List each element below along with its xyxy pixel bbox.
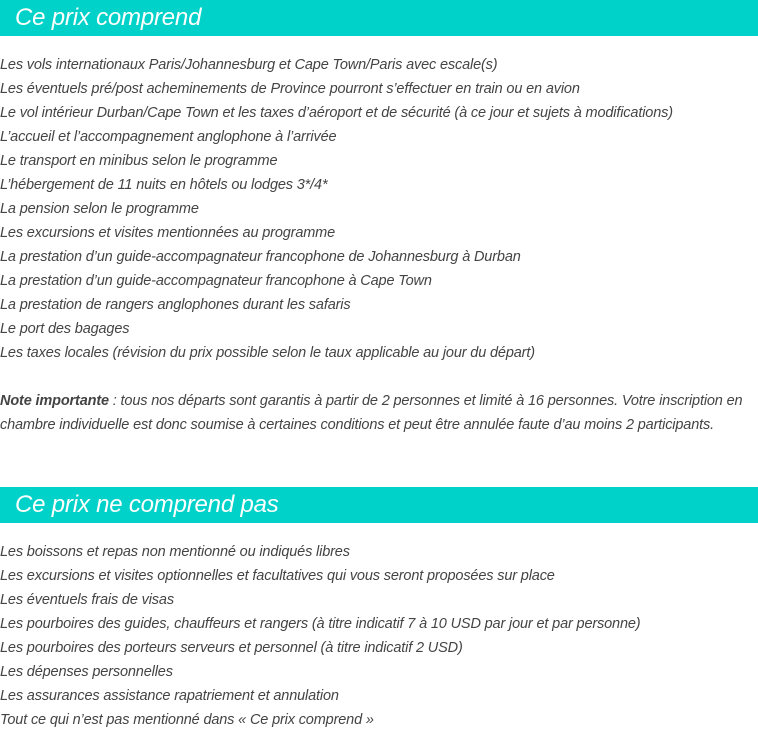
- note-label: Note importante: [0, 393, 109, 409]
- list-item: La pension selon le programme: [0, 201, 199, 217]
- list-item: La prestation d’un guide-accompagnateur francophone à Cape Town: [0, 273, 432, 289]
- list-item: Les dépenses personnelles: [0, 664, 173, 680]
- list-item: L’hébergement de 11 nuits en hôtels ou lodges 3*/4*: [0, 177, 328, 193]
- list-item: Les excursions et visites optionnelles et facultatives qui vous seront proposées sur place: [0, 568, 555, 584]
- list-item: Le transport en minibus selon le programme: [0, 153, 278, 169]
- note-text: : tous nos départs sont garantis à partir de 2 personnes et limité à 16 personnes. Votre inscription en chambre individuelle est donc soumise à certaines conditions et peut être annulée faute d’au moins 2 participants.: [0, 393, 743, 433]
- list-item: Les vols internationaux Paris/Johannesburg et Cape Town/Paris avec escale(s): [0, 57, 498, 73]
- list-item: Le port des bagages: [0, 321, 130, 337]
- list-item: Les éventuels frais de visas: [0, 592, 174, 608]
- list-item: L’accueil et l’accompagnement anglophone à l’arrivée: [0, 129, 337, 145]
- list-item: Le vol intérieur Durban/Cape Town et les taxes d’aéroport et de sécurité (à ce jour et sujets à modifications): [0, 105, 673, 121]
- list-item: Les excursions et visites mentionnées au programme: [0, 225, 336, 241]
- included-title: Ce prix comprend: [15, 4, 202, 31]
- list-item: La prestation de rangers anglophones durant les safaris: [0, 297, 351, 313]
- excluded-section: [0, 487, 758, 732]
- excluded-title: Ce prix ne comprend pas: [15, 491, 279, 518]
- list-item: Les pourboires des guides, chauffeurs et rangers (à titre indicatif 7 à 10 USD par jour et par personne): [0, 616, 641, 632]
- list-item: Les assurances assistance rapatriement et annulation: [0, 688, 339, 704]
- included-list: [0, 53, 758, 365]
- important-note: [0, 389, 758, 437]
- list-item: Tout ce qui n’est pas mentionné dans « Ce prix comprend »: [0, 712, 374, 728]
- excluded-list: [0, 540, 758, 732]
- list-item: Les boissons et repas non mentionné ou indiqués libres: [0, 544, 350, 560]
- list-item: Les taxes locales (révision du prix possible selon le taux applicable au jour du départ): [0, 345, 535, 361]
- excluded-header: [0, 487, 758, 523]
- list-item: La prestation d’un guide-accompagnateur francophone de Johannesburg à Durban: [0, 249, 521, 265]
- list-item: Les éventuels pré/post acheminements de Province pourront s’effectuer en train ou en avion: [0, 81, 580, 97]
- included-header: [0, 0, 758, 36]
- list-item: Les pourboires des porteurs serveurs et personnel (à titre indicatif 2 USD): [0, 640, 463, 656]
